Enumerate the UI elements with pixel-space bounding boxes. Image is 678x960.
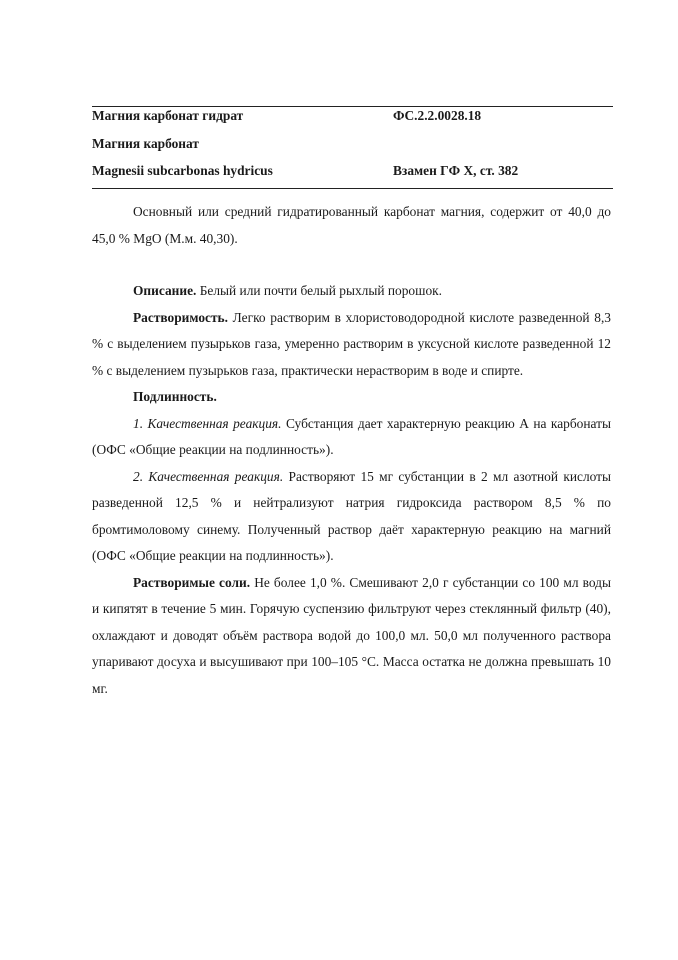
identity-label: Подлинность.	[133, 389, 217, 404]
identity-test-2-label: 2. Качественная реакция.	[133, 468, 284, 484]
title-russian: Магния карбонат гидрат	[92, 108, 244, 123]
description-text: Белый или почти белый рыхлый порошок.	[196, 283, 442, 298]
soluble-salts-paragraph	[92, 570, 611, 703]
header-bottom-rule	[92, 188, 613, 189]
replaces-note: Взамен ГФ X, ст. 382	[393, 163, 519, 178]
description-label: Описание.	[133, 283, 197, 298]
identity-test-1	[92, 411, 611, 464]
identity-test-2-text: Растворяют 15 мг субстанции в 2 мл азотной кислоты разведенной 12,5 % и нейтрализуют натрия гидроксида раствором 8,5 % по бромтимоловому синему. Полученный раствор даёт характерную реакцию на магний (ОФС «Общие реакции на подлинность»).	[92, 468, 612, 563]
solubility-paragraph	[92, 305, 611, 385]
identity-heading	[92, 384, 611, 411]
identity-test-2	[92, 464, 611, 570]
soluble-salts-text: Не более 1,0 %. Смешивают 2,0 г субстанции со 100 мл воды и кипятят в течение 5 мин. Горячую суспензию фильтруют через стеклянный фильтр (40), охлаждают и доводят объём раствора водой до 100,0 мл. 50,0 мл полученного раствора упаривают досуха и высушивают при 100–105 °С. Масса остатка не должна превышать 10 мг.	[92, 574, 611, 696]
title-russian-alt: Магния карбонат	[92, 136, 199, 151]
title-latin: Magnesii subcarbonas hydricus	[92, 163, 273, 178]
description-paragraph	[92, 278, 611, 305]
identity-test-1-label: 1. Качественная реакция.	[133, 415, 282, 431]
solubility-label: Растворимость.	[133, 309, 228, 325]
solubility-text: Легко растворим в хлористоводородной кислоте разведенной 8,3 % с выделением пузырьков газа, умеренно растворим в уксусной кислоте разведенной 12 % с выделением пузырьков газа, практически нерастворим в воде и спирте.	[92, 309, 611, 378]
monograph-body	[92, 199, 611, 702]
monograph-code: ФС.2.2.0028.18	[393, 108, 482, 123]
intro-paragraph: Основный или средний гидратированный карбонат магния, содержит от 40,0 до 45,0 % MgO (М.м. 40,30).	[92, 204, 611, 246]
identity-test-1-text: Субстанция дает характерную реакцию А на карбонаты (ОФС «Общие реакции на подлинность»).	[92, 415, 611, 457]
soluble-salts-label: Растворимые соли.	[133, 574, 251, 590]
